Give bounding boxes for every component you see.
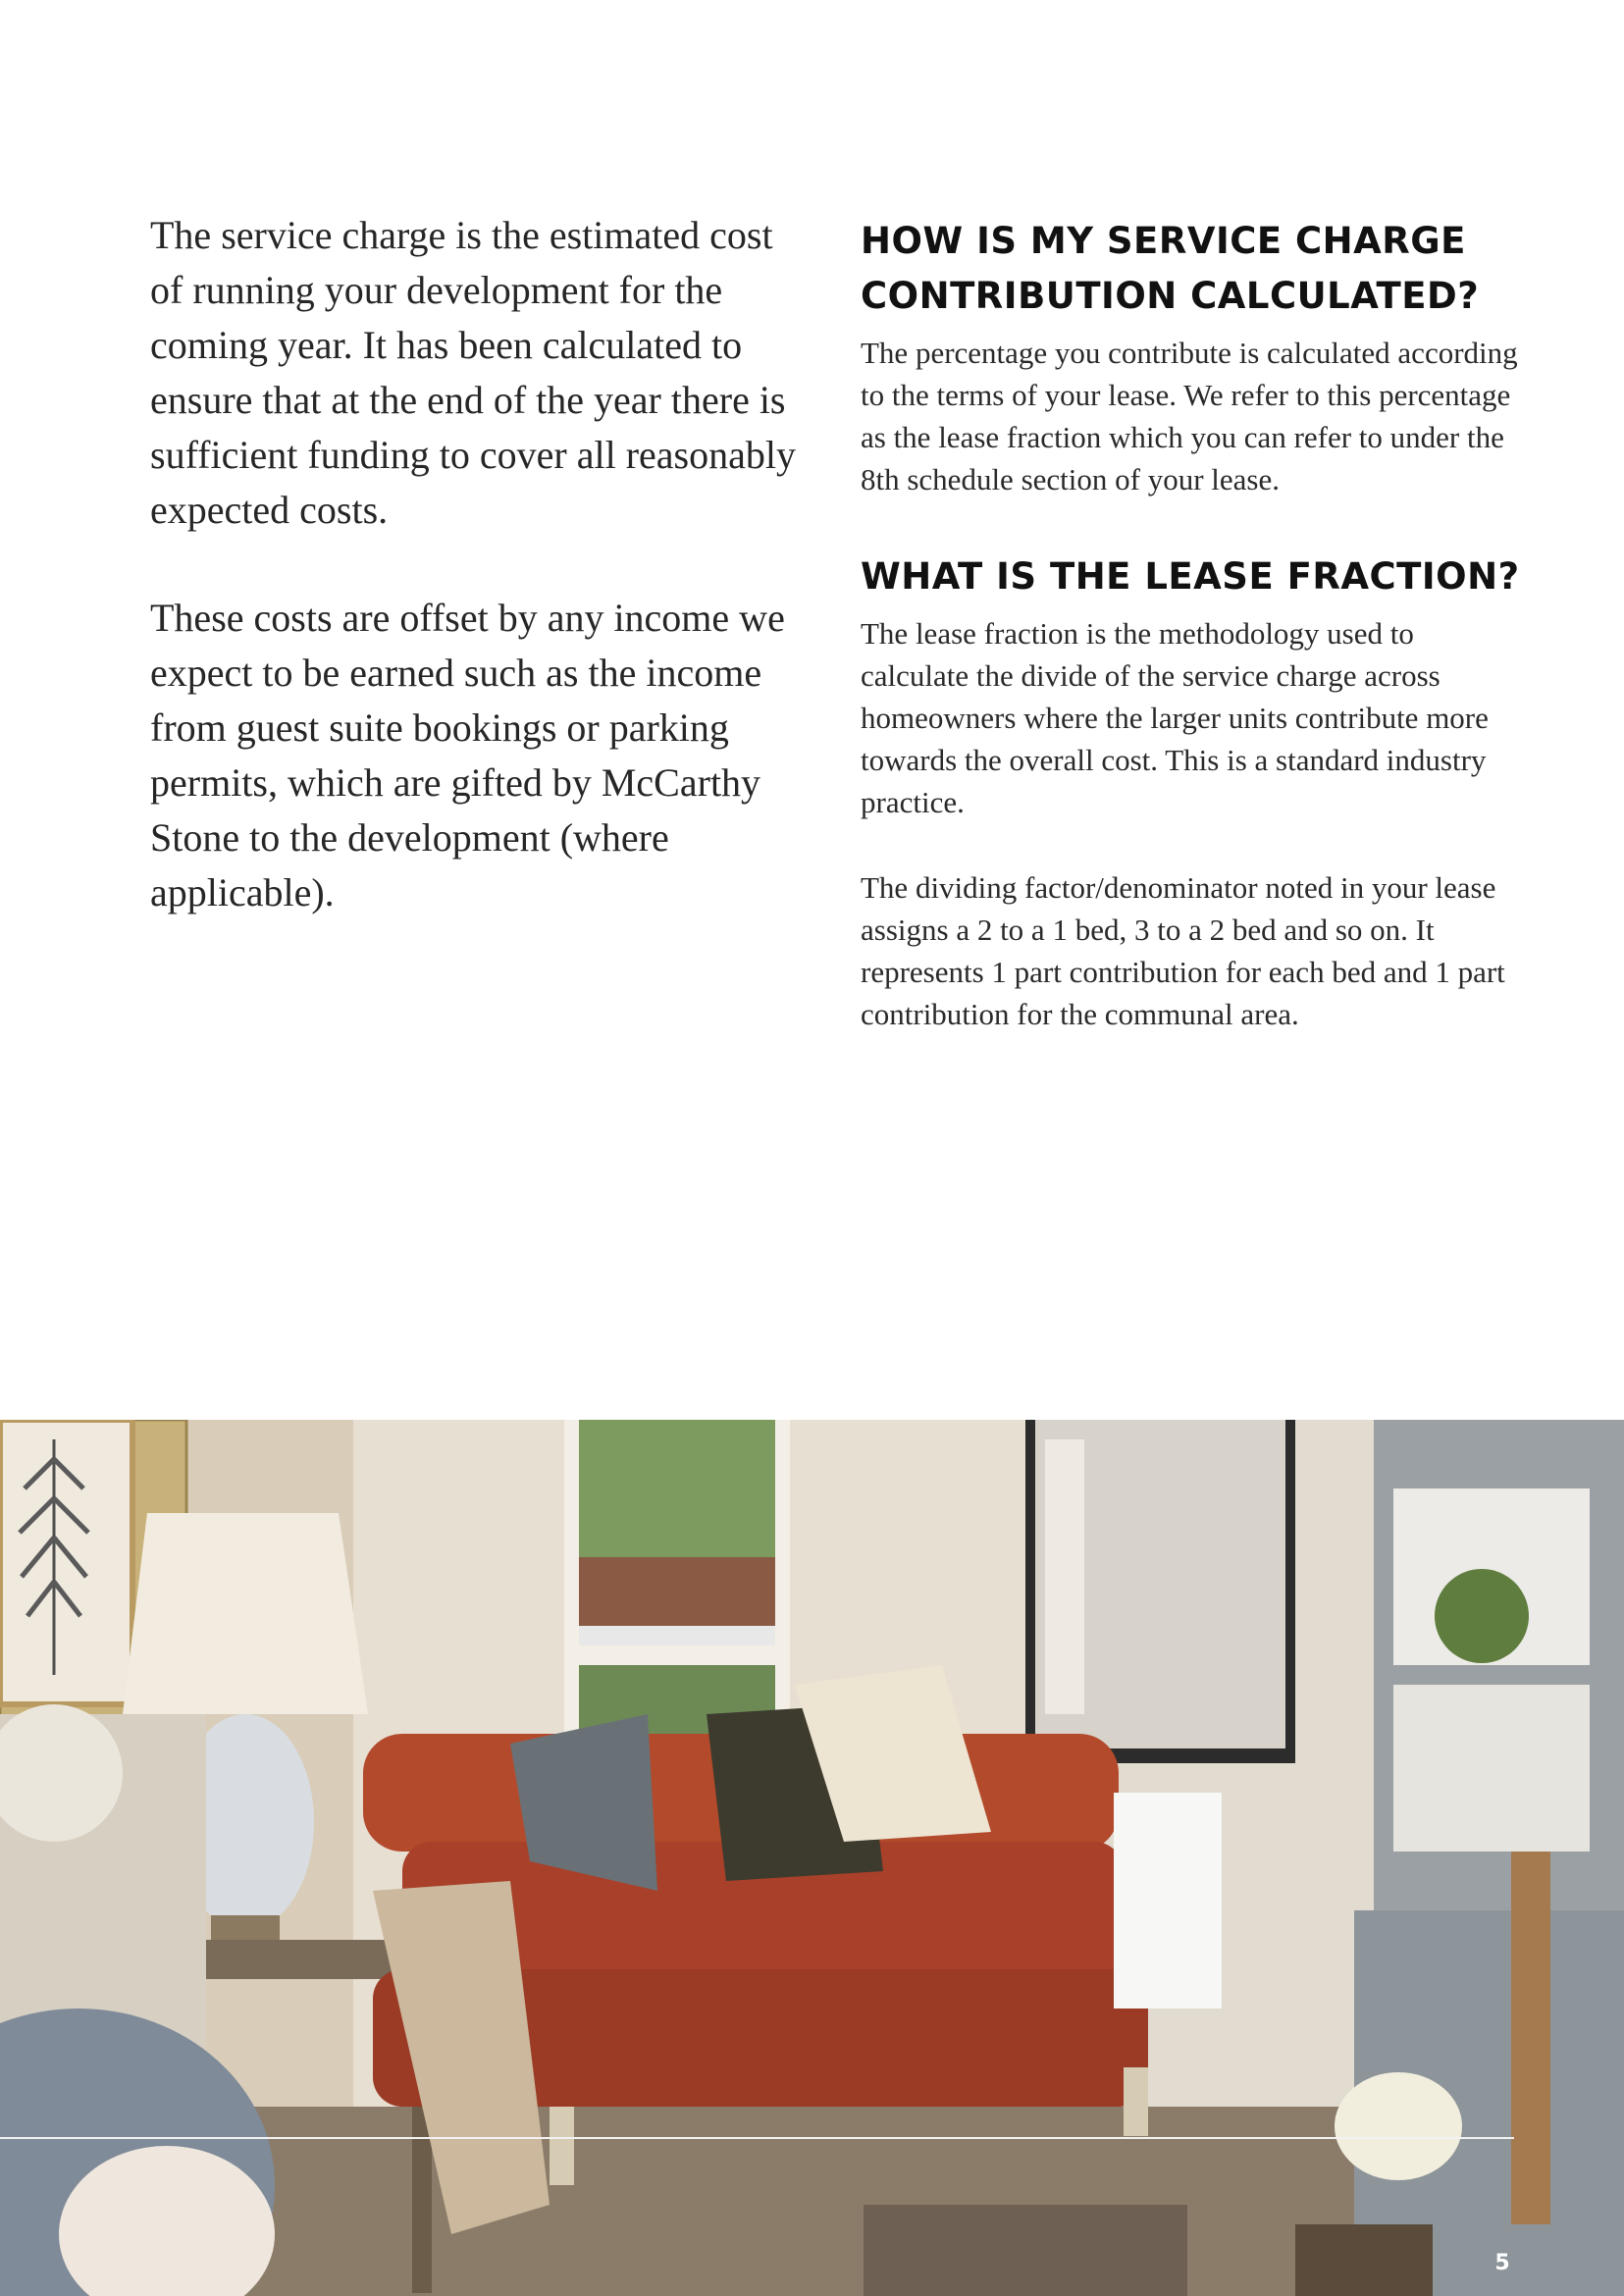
intro-text — [150, 208, 798, 973]
intro-paragraph-1: The service charge is the estimated cost of running your development for the coming year. It has been calculated to ensure that at the end of the year there is sufficient funding to cover all reasonably expected costs. — [150, 213, 796, 532]
section-heading-calculation: HOW IS MY SERVICE CHARGE CONTRIBUTION CALCULATED? — [861, 220, 1480, 317]
intro-paragraph-2: These costs are offset by any income we expect to be earned such as the income from guest suite bookings or parking permits, which are gifted by McCarthy Stone to the development (where applicable). — [150, 596, 785, 914]
section-body-lease-fraction-2: The dividing factor/denominator noted in your lease assigns a 2 to a 1 bed, 3 to a 2 bed and so on. It represents 1 part contribution for each bed and 1 part contribution for the communal area. — [861, 870, 1505, 1031]
divider-line — [0, 2137, 1514, 2139]
living-room-photo — [0, 1420, 1624, 2296]
section-body-calculation: The percentage you contribute is calculated according to the terms of your lease. We refer to this percentage as the lease fraction which you can refer to under the 8th schedule section of your lease. — [861, 336, 1518, 496]
page-number: 5 — [1494, 2251, 1510, 2275]
right-column — [861, 214, 1528, 1035]
section-heading-lease-fraction: WHAT IS THE LEASE FRACTION? — [861, 555, 1520, 598]
section-body-lease-fraction-1: The lease fraction is the methodology used to calculate the divide of the service charge across homeowners where the larger units contribute more towards the overall cost. This is a standard industry practice. — [861, 616, 1489, 819]
